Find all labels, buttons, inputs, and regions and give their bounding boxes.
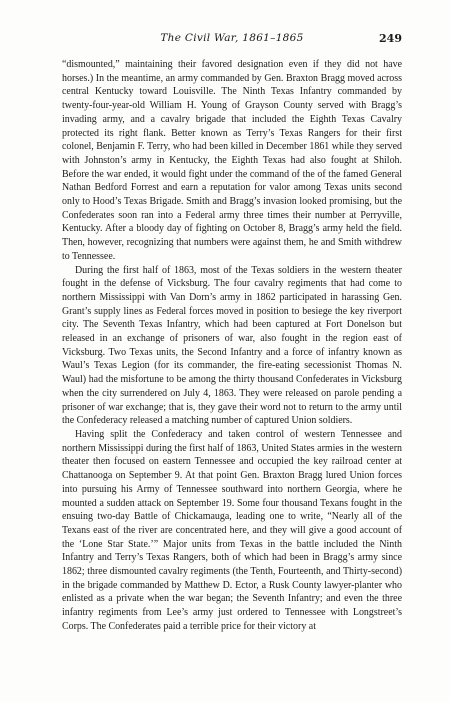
paragraph-continued: “dismounted,” maintaining their favored designation even if they did not have horses.) In the meantime, an army commanded by Gen. Braxton Bragg moved across central Kentucky toward Louisville. The Ninth Texas Infantry commanded by twenty-four-year-old William H. Young of Grayson County served with Bragg’s invading army, and a cavalry brigade that included the Eighth Texas Cavalry protected its right flank. Better known as Terry’s Texas Rangers for their first colonel, Benjamin F. Terry, who had been killed in December 1861 while they served with Johnston’s army in Kentucky, the Eighth Texas had also fought at Shiloh. Before the war ended, it would fight under the command of the of the famed General Nathan Bedford Forrest and earn a reputation for valor among Texas units second only to Hood’s Texas Brigade. Smith and Bragg’s invasion looked promising, but the Confederates soon ran into a Federal army three times their number at Perryville, Kentucky. After a bloody day of fighting on October 8, Bragg’s army held the field. Then, however, recognizing that numbers were against them, he and Smith withdrew to Tennessee. — [62, 59, 402, 262]
page-number: 249 — [379, 32, 402, 45]
running-header — [62, 32, 402, 48]
body-text — [62, 58, 402, 634]
paragraph-vicksburg: During the first half of 1863, most of the Texas soldiers in the western theater fought in the defense of Vicksburg. The four cavalry regiments that had come to northern Mississippi with Van Dorn’s army in 1862 participated in harassing Gen. Grant’s supply lines as Federal forces moved in position to besiege the key riverport city. The Seventh Texas Infantry, which had been captured at Fort Donelson but released in an exchange of prisoners of war, also fought in the region east of Vicksburg. Two Texas units, the Second Infantry and a force of infantry known as Waul’s Texas Legion (for its commander, the fire-eating secessionist Thomas N. Waul) had the misfortune to be among the thirty thousand Confederates in Vicksburg when the city surrendered on July 4, 1863. They were released on parole pending a prisoner of war exchange; that is, they gave their word not to return to the army until the Confederacy released a matching number of captured Union soldiers. — [62, 264, 402, 427]
running-head-title: The Civil War, 1861–1865 — [160, 32, 304, 44]
paragraph-chickamauga: Having split the Confederacy and taken control of western Tennessee and northern Mississippi during the first half of 1863, United States armies in the western theater then focused on eastern Tennessee and occupied the key railroad center at Chattanooga on September 9. At that point Gen. Braxton Bragg lured Union forces into pursuing his Army of Tennessee southward into northern Georgia, where he mounted a sudden attack on September 19. Some four thousand Texans fought in the ensuing two-day Battle of Chickamauga, leading one to write, “Nearly all of the Texans east of the river are concentrated here, and they will give a good account of the ‘Lone Star State.’” Major units from Texas in the battle included the Ninth Infantry and Terry’s Texas Rangers, both of which had been in Bragg’s army since 1862; three dismounted cavalry regiments (the Tenth, Fourteenth, and Thirty-second) in the brigade commanded by Matthew D. Ector, a Rusk County lawyer-planter who enlisted as a private when the war began; the Seventh Infantry; and even the three infantry regiments from Lee’s army just ordered to Tennessee with Longstreet’s Corps. The Confederates paid a terrible price for their victory at — [62, 428, 402, 632]
